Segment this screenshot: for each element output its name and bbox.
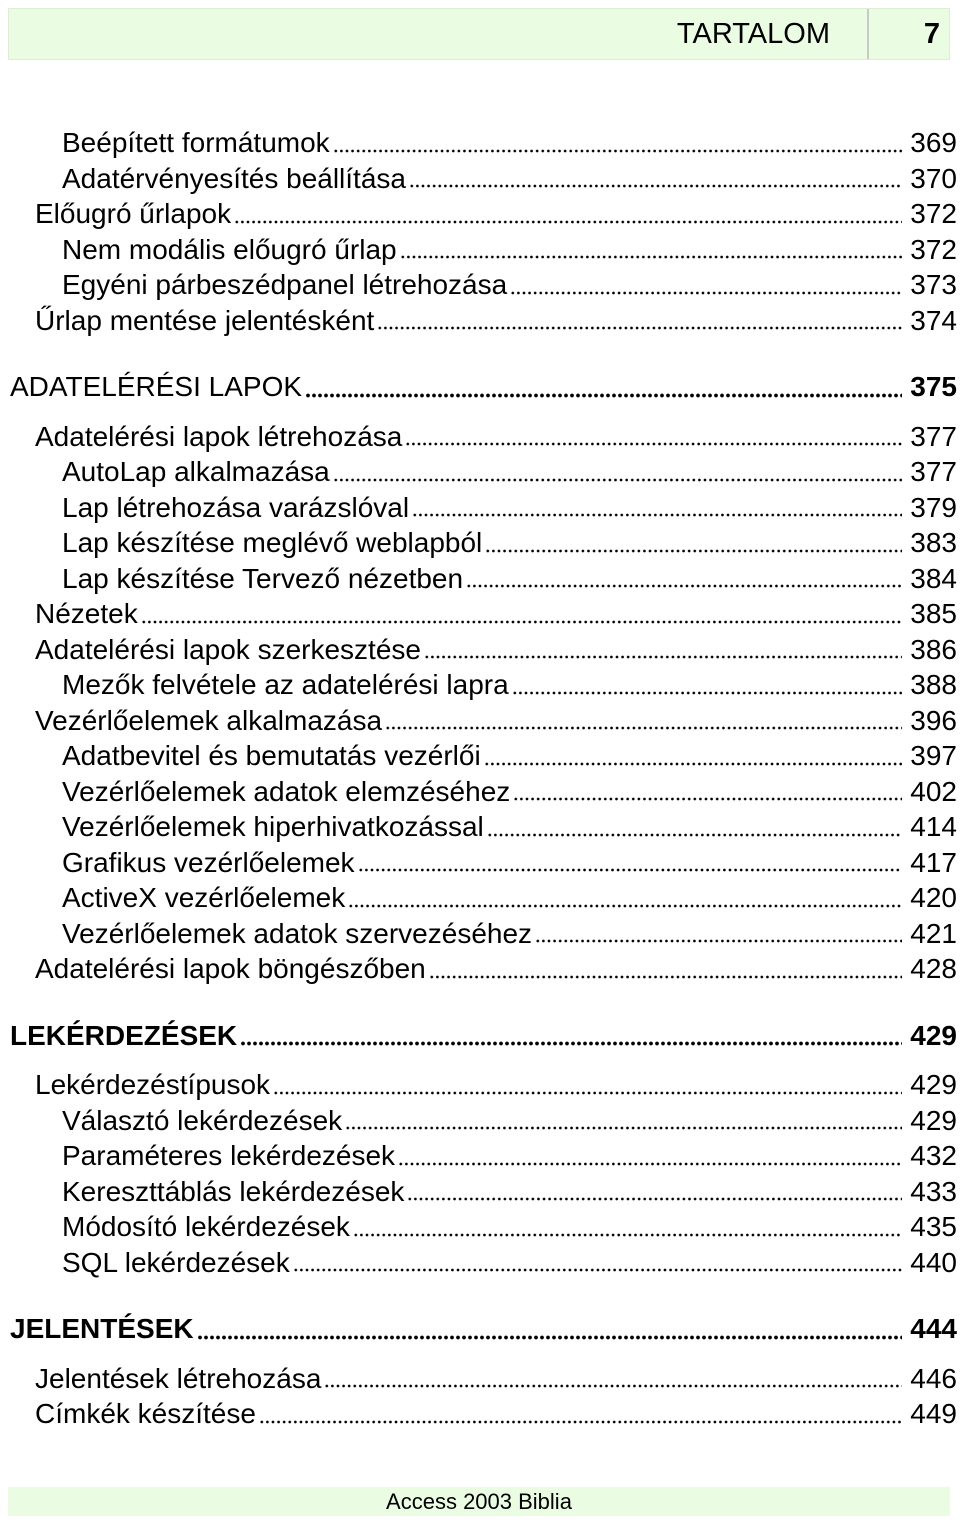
page-footer-band [8,1487,950,1516]
toc-entry [10,880,957,916]
toc-entry-page: 432 [910,1140,957,1171]
toc-entry [10,1209,957,1245]
toc-entry-title: ADATELÉRÉSI LAPOK [10,371,303,402]
toc-entry-title: Grafikus vezérlőelemek [62,846,355,878]
toc-entry-title: AutoLap alkalmazása [62,456,330,487]
dot-leader [484,738,903,774]
toc-entry [10,774,957,810]
toc-entry [10,125,957,161]
dot-leader [398,1138,902,1174]
dot-leader [487,809,903,845]
toc-entry-page: 429 [910,1104,957,1136]
toc-entry-page: 385 [910,598,957,629]
dot-leader [353,1209,902,1245]
toc-entry-page: 421 [910,917,957,949]
dot-leader [234,196,902,232]
toc-entry-title: Címkék készítése [35,1398,256,1429]
toc-entry-title: Adatbevitel és bemutatás vezérlői [62,740,481,771]
toc-entry-page: 420 [910,882,957,913]
dot-leader [377,303,902,339]
dot-leader [273,1067,902,1103]
toc-entry-page: 440 [910,1246,957,1278]
toc-entry [10,1067,957,1103]
toc-entry-page: 377 [910,420,957,452]
toc-entry-title: Jelentések létrehozása [35,1362,322,1394]
toc-entry [10,1103,957,1139]
toc-entry-title: Mezők felvétele az adatelérési lapra [62,669,509,700]
toc-entry [10,632,957,668]
toc-entry-title: Lap készítése Tervező nézetben [62,562,464,594]
toc-entry [10,596,957,632]
toc-entry-title: SQL lekérdezések [62,1246,290,1278]
dot-leader [197,1311,903,1347]
toc-section-heading [10,369,957,405]
toc-entry [10,1138,957,1174]
dot-leader [385,703,902,739]
toc-entry-title: Vezérlőelemek alkalmazása [35,704,383,736]
toc-entry [10,419,957,455]
dot-leader [409,161,902,197]
toc-entry-title: Adatelérési lapok létrehozása [35,420,403,452]
toc-entry-title: Nem modális előugró űrlap [62,233,397,265]
dot-leader [348,880,902,916]
toc-entry-page: 435 [910,1211,957,1242]
toc-entry-page: 374 [910,304,957,336]
toc-entry-title: Beépített formátumok [62,127,330,158]
dot-leader [333,454,903,490]
toc-entry-page: 386 [910,633,957,665]
page-number: 7 [923,18,940,50]
toc-entry-page: 377 [910,456,957,487]
dot-leader [512,667,903,703]
toc-entry-title: Vezérlőelemek adatok elemzéséhez [62,775,511,807]
toc-entry-title: Módosító lekérdezések [62,1211,350,1242]
toc-entry-page: 373 [910,269,957,300]
toc-entry [10,303,957,339]
toc-entry-page: 384 [910,562,957,594]
toc-entry-page: 417 [910,846,957,878]
dot-leader [412,490,902,526]
toc-entry-page: 402 [910,775,957,807]
toc-entry-title: Lap létrehozása varázslóval [62,491,410,523]
toc-entry-title: JELENTÉSEK [10,1313,194,1344]
dot-leader [293,1245,903,1281]
toc-entry-page: 375 [910,371,957,402]
toc-entry [10,703,957,739]
toc-entry-title: ActiveX vezérlőelemek [62,882,346,913]
dot-leader [466,561,902,597]
dot-leader [485,525,902,561]
header-divider [867,9,869,59]
toc-section-heading [10,1018,957,1054]
toc-entry-title: Előugró űrlapok [35,198,232,229]
toc-entry-title: Vezérlőelemek adatok szervezéséhez [62,917,533,949]
dot-leader [259,1396,902,1432]
toc-entry [10,738,957,774]
toc-entry [10,1174,957,1210]
toc-entry-title: Egyéni párbeszédpanel létrehozása [62,269,508,300]
dot-leader [424,632,902,668]
toc-entry-page: 369 [910,127,957,158]
toc-entry-page: 429 [910,1019,957,1051]
toc-entry-page: 444 [910,1313,957,1344]
dot-leader [407,1174,902,1210]
toc-entry-title: Vezérlőelemek hiperhivatkozással [62,811,484,842]
toc-entry [10,454,957,490]
toc-entry-page: 449 [910,1398,957,1429]
toc-entry-page: 372 [910,233,957,265]
toc-entry-title: Nézetek [35,598,138,629]
dot-leader [333,125,903,161]
dot-leader [535,916,902,952]
toc-entry [10,1396,957,1432]
toc-entry-page: 429 [910,1069,957,1100]
toc-entry-title: Adatelérési lapok szerkesztése [35,633,421,665]
toc-entry [10,561,957,597]
table-of-contents [10,125,957,1432]
dot-leader [510,267,902,303]
dot-leader [429,951,903,987]
toc-entry-title: Lap készítése meglévő weblapból [62,527,483,558]
toc-entry-title: Kereszttáblás lekérdezések [62,1175,405,1207]
toc-entry [10,525,957,561]
toc-entry-page: 414 [910,811,957,842]
toc-entry-page: 372 [910,198,957,229]
toc-entry-title: Adatérvényesítés beállítása [62,162,406,194]
dot-leader [345,1103,902,1139]
footer-book-title: Access 2003 Biblia [386,1489,572,1514]
toc-entry-page: 433 [910,1175,957,1207]
toc-entry-page: 428 [910,953,957,984]
dot-leader [400,232,903,268]
dot-leader [305,369,902,405]
toc-entry-page: 397 [910,740,957,771]
page-title: TARTALOM [676,18,830,50]
toc-entry [10,1361,957,1397]
toc-entry [10,809,957,845]
toc-entry-title: Választó lekérdezések [62,1104,343,1136]
toc-entry [10,196,957,232]
toc-entry [10,1245,957,1281]
toc-entry [10,267,957,303]
toc-entry-page: 370 [910,162,957,194]
dot-leader [141,596,903,632]
toc-entry [10,916,957,952]
toc-entry-title: LEKÉRDEZÉSEK [10,1019,238,1051]
toc-entry-title: Űrlap mentése jelentésként [35,304,375,336]
toc-entry-page: 388 [910,669,957,700]
dot-leader [358,845,903,881]
dot-leader [513,774,902,810]
toc-entry [10,951,957,987]
toc-entry-page: 446 [910,1362,957,1394]
dot-leader [324,1361,902,1397]
toc-entry [10,232,957,268]
toc-entry-title: Adatelérési lapok böngészőben [35,953,426,984]
dot-leader [405,419,902,455]
toc-entry-title: Paraméteres lekérdezések [62,1140,396,1171]
toc-entry-page: 396 [910,704,957,736]
toc-entry [10,490,957,526]
toc-entry [10,845,957,881]
toc-entry-title: Lekérdezéstípusok [35,1069,271,1100]
toc-entry-page: 379 [910,491,957,523]
toc-entry-page: 383 [910,527,957,558]
toc-section-heading [10,1311,957,1347]
dot-leader [240,1018,902,1054]
toc-entry [10,667,957,703]
toc-entry [10,161,957,197]
page-header-band [8,8,950,60]
